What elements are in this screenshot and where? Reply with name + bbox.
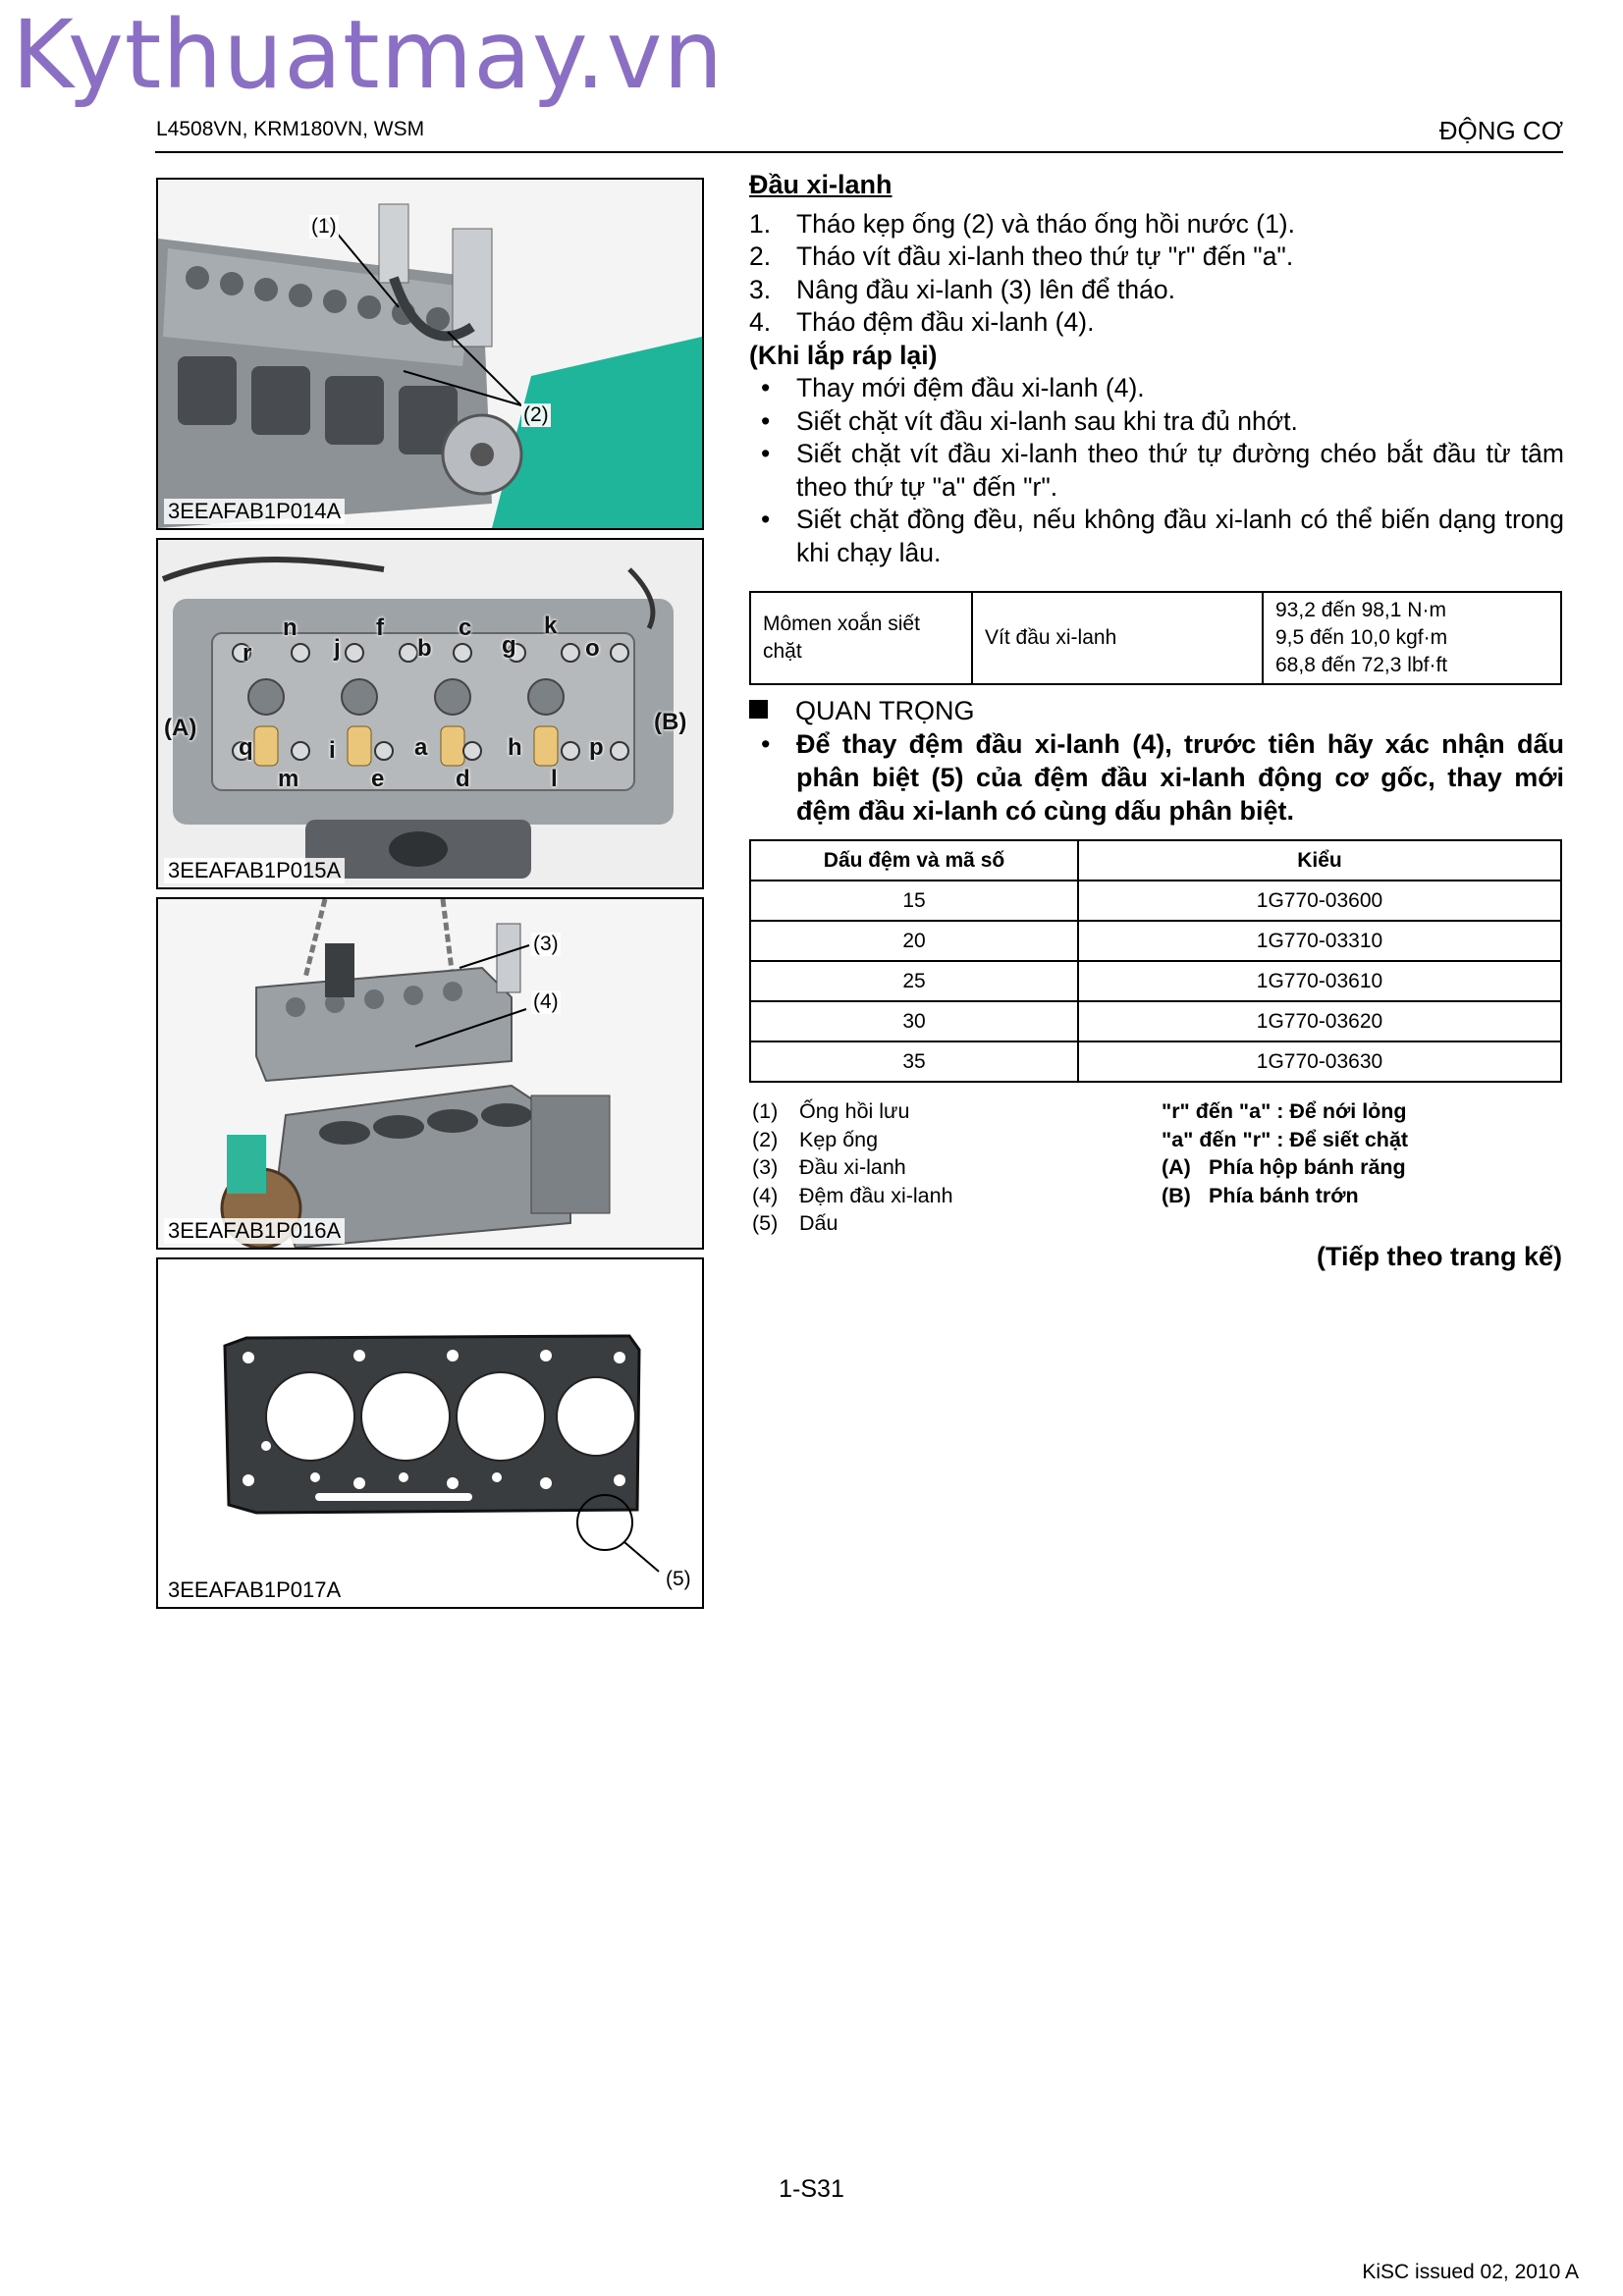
side-label-b: (B): [654, 709, 687, 735]
table-row: 25 1G770-03610: [750, 961, 1561, 1001]
callout-1: (1): [311, 215, 337, 238]
bolt-label-b: b: [417, 635, 432, 662]
continued-note: (Tiếp theo trang kế): [1316, 1242, 1562, 1271]
legend-item: (3) Đầu xi-lanh: [752, 1155, 906, 1179]
torque-spec-table: [749, 591, 1562, 685]
header-chapter: ĐỘNG CƠ: [1438, 116, 1563, 145]
bullet-item: • Siết chặt vít đầu xi-lanh sau khi tra đủ nhớt.: [761, 405, 1298, 436]
callout-2: (2): [523, 403, 549, 426]
legend-item: (B) Phía bánh trớn: [1162, 1183, 1359, 1207]
legend-item: (2) Kẹp ống: [752, 1127, 879, 1151]
col-header-mark: Dấu đệm và mã số: [750, 840, 1078, 881]
callout-4: (4): [533, 990, 559, 1013]
legend-item: (5) Dấu: [752, 1211, 839, 1235]
figure-bolt-sequence: [156, 538, 704, 889]
figure-lift-head: [156, 897, 704, 1250]
step-text: Tháo vít đầu xi-lanh theo thứ tự "r" đến "a".: [796, 241, 1294, 271]
torque-label: Mômen xoắn siết chặt: [750, 592, 972, 684]
figure-code: 3EEAFAB1P017A: [164, 1577, 345, 1603]
header-model-list: L4508VN, KRM180VN, WSM: [156, 118, 425, 140]
engine-top-illustration: [158, 180, 702, 528]
important-text: Để thay đệm đầu xi-lanh (4), trước tiên hãy xác nhận dấu phân biệt (5) của đệm đầu xi-lanh động cơ gốc, thay mới đệm đầu xi-lanh có cùng dấu phân biệt.: [796, 729, 1564, 826]
table-row: 35 1G770-03630: [750, 1041, 1561, 1082]
bolt-label-k: k: [544, 613, 558, 639]
step-item: 3. Nâng đầu xi-lanh (3) lên để tháo.: [749, 274, 1564, 307]
step-text: Tháo kẹp ống (2) và tháo ống hồi nước (1).: [796, 208, 1295, 239]
watermark: Kythuatmay.vn: [12, 0, 725, 110]
figure-code: 3EEAFAB1P014A: [164, 499, 345, 524]
bullet-item: • Thay mới đệm đầu xi-lanh (4).: [761, 373, 1145, 402]
bolt-label-p: p: [589, 734, 604, 761]
bullet-item: • Siết chặt đồng đều, nếu không đầu xi-lanh có thể biến dạng trong khi chạy lâu.: [761, 505, 1564, 567]
reassembly-heading: (Khi lắp ráp lại): [749, 340, 938, 370]
section-title: Đầu xi-lanh: [749, 170, 893, 199]
legend-item: "r" đến "a" : Để nới lỏng: [1162, 1099, 1407, 1123]
important-notice: QUAN TRỌNG • Để thay đệm đầu xi-lanh (4), trước tiên hãy xác nhận dấu phân biệt (5) của đệm đầu xi-lanh động cơ gốc, thay mới đệm đầu xi-lanh có cùng dấu phân biệt.: [749, 694, 1564, 828]
bolt-label-h: h: [508, 734, 522, 761]
legend-parts: [752, 1097, 953, 1238]
gasket-mark-table: [749, 839, 1562, 1083]
header-divider: [155, 151, 1563, 153]
bolt-label-c: c: [459, 614, 472, 641]
legend-order: [1162, 1097, 1408, 1209]
step-item: 1. Tháo kẹp ống (2) và tháo ống hồi nước (1).: [749, 208, 1564, 241]
legend-item: (1) Ống hồi lưu: [752, 1099, 910, 1123]
figure-code: 3EEAFAB1P015A: [164, 858, 345, 883]
figure-code: 3EEAFAB1P016A: [164, 1218, 345, 1244]
torque-item: Vít đầu xi-lanh: [972, 592, 1263, 684]
table-row: 30 1G770-03620: [750, 1001, 1561, 1041]
page-number: 1-S31: [779, 2175, 844, 2203]
figure-gasket: [156, 1257, 704, 1609]
bolt-label-i: i: [329, 737, 336, 764]
bolt-label-l: l: [551, 766, 558, 792]
step-item: 4. Tháo đệm đầu xi-lanh (4).: [749, 306, 1564, 340]
figure-return-hose: [156, 178, 704, 530]
legend-item: (4) Đệm đầu xi-lanh: [752, 1183, 953, 1207]
side-label-a: (A): [164, 715, 197, 741]
bolt-label-r: r: [243, 640, 252, 667]
important-heading: QUAN TRỌNG: [795, 696, 975, 725]
bullet-item: • Siết chặt vít đầu xi-lanh theo thứ tự đường chéo bắt đầu từ tâm theo thứ tự "a" đến "r".: [761, 439, 1564, 502]
head-lift-illustration: [158, 899, 702, 1248]
callout-5: (5): [666, 1568, 691, 1590]
table-row: 15 1G770-03600: [750, 881, 1561, 921]
procedure-section: [749, 169, 1564, 569]
bolt-label-o: o: [585, 635, 600, 662]
step-text: Tháo đệm đầu xi-lanh (4).: [796, 307, 1095, 337]
bolt-label-f: f: [376, 614, 384, 641]
col-header-type: Kiểu: [1078, 840, 1561, 881]
bolt-label-a: a: [414, 734, 428, 761]
bolt-label-g: g: [502, 632, 516, 659]
legend-item: (A) Phía hộp bánh răng: [1162, 1155, 1406, 1179]
gasket-illustration: [158, 1259, 702, 1607]
bolt-label-q: q: [239, 734, 253, 761]
step-text: Nâng đầu xi-lanh (3) lên để tháo.: [796, 274, 1175, 304]
cylinder-head-bolt-illustration: [158, 540, 702, 887]
torque-values: 93,2 đến 98,1 N·m 9,5 đến 10,0 kgf·m 68,8 đến 72,3 lbf·ft: [1263, 592, 1561, 684]
bolt-label-e: e: [371, 766, 385, 792]
bolt-label-j: j: [334, 635, 341, 662]
callout-3: (3): [533, 933, 559, 955]
bolt-label-m: m: [278, 766, 299, 792]
issue-note: KiSC issued 02, 2010 A: [1362, 2261, 1579, 2283]
step-item: 2. Tháo vít đầu xi-lanh theo thứ tự "r" đến "a".: [749, 240, 1564, 274]
bolt-label-d: d: [456, 766, 470, 792]
important-square-icon: [749, 700, 768, 719]
bolt-label-n: n: [283, 614, 298, 641]
legend-item: "a" đến "r" : Để siết chặt: [1162, 1127, 1409, 1151]
table-row: 20 1G770-03310: [750, 921, 1561, 961]
